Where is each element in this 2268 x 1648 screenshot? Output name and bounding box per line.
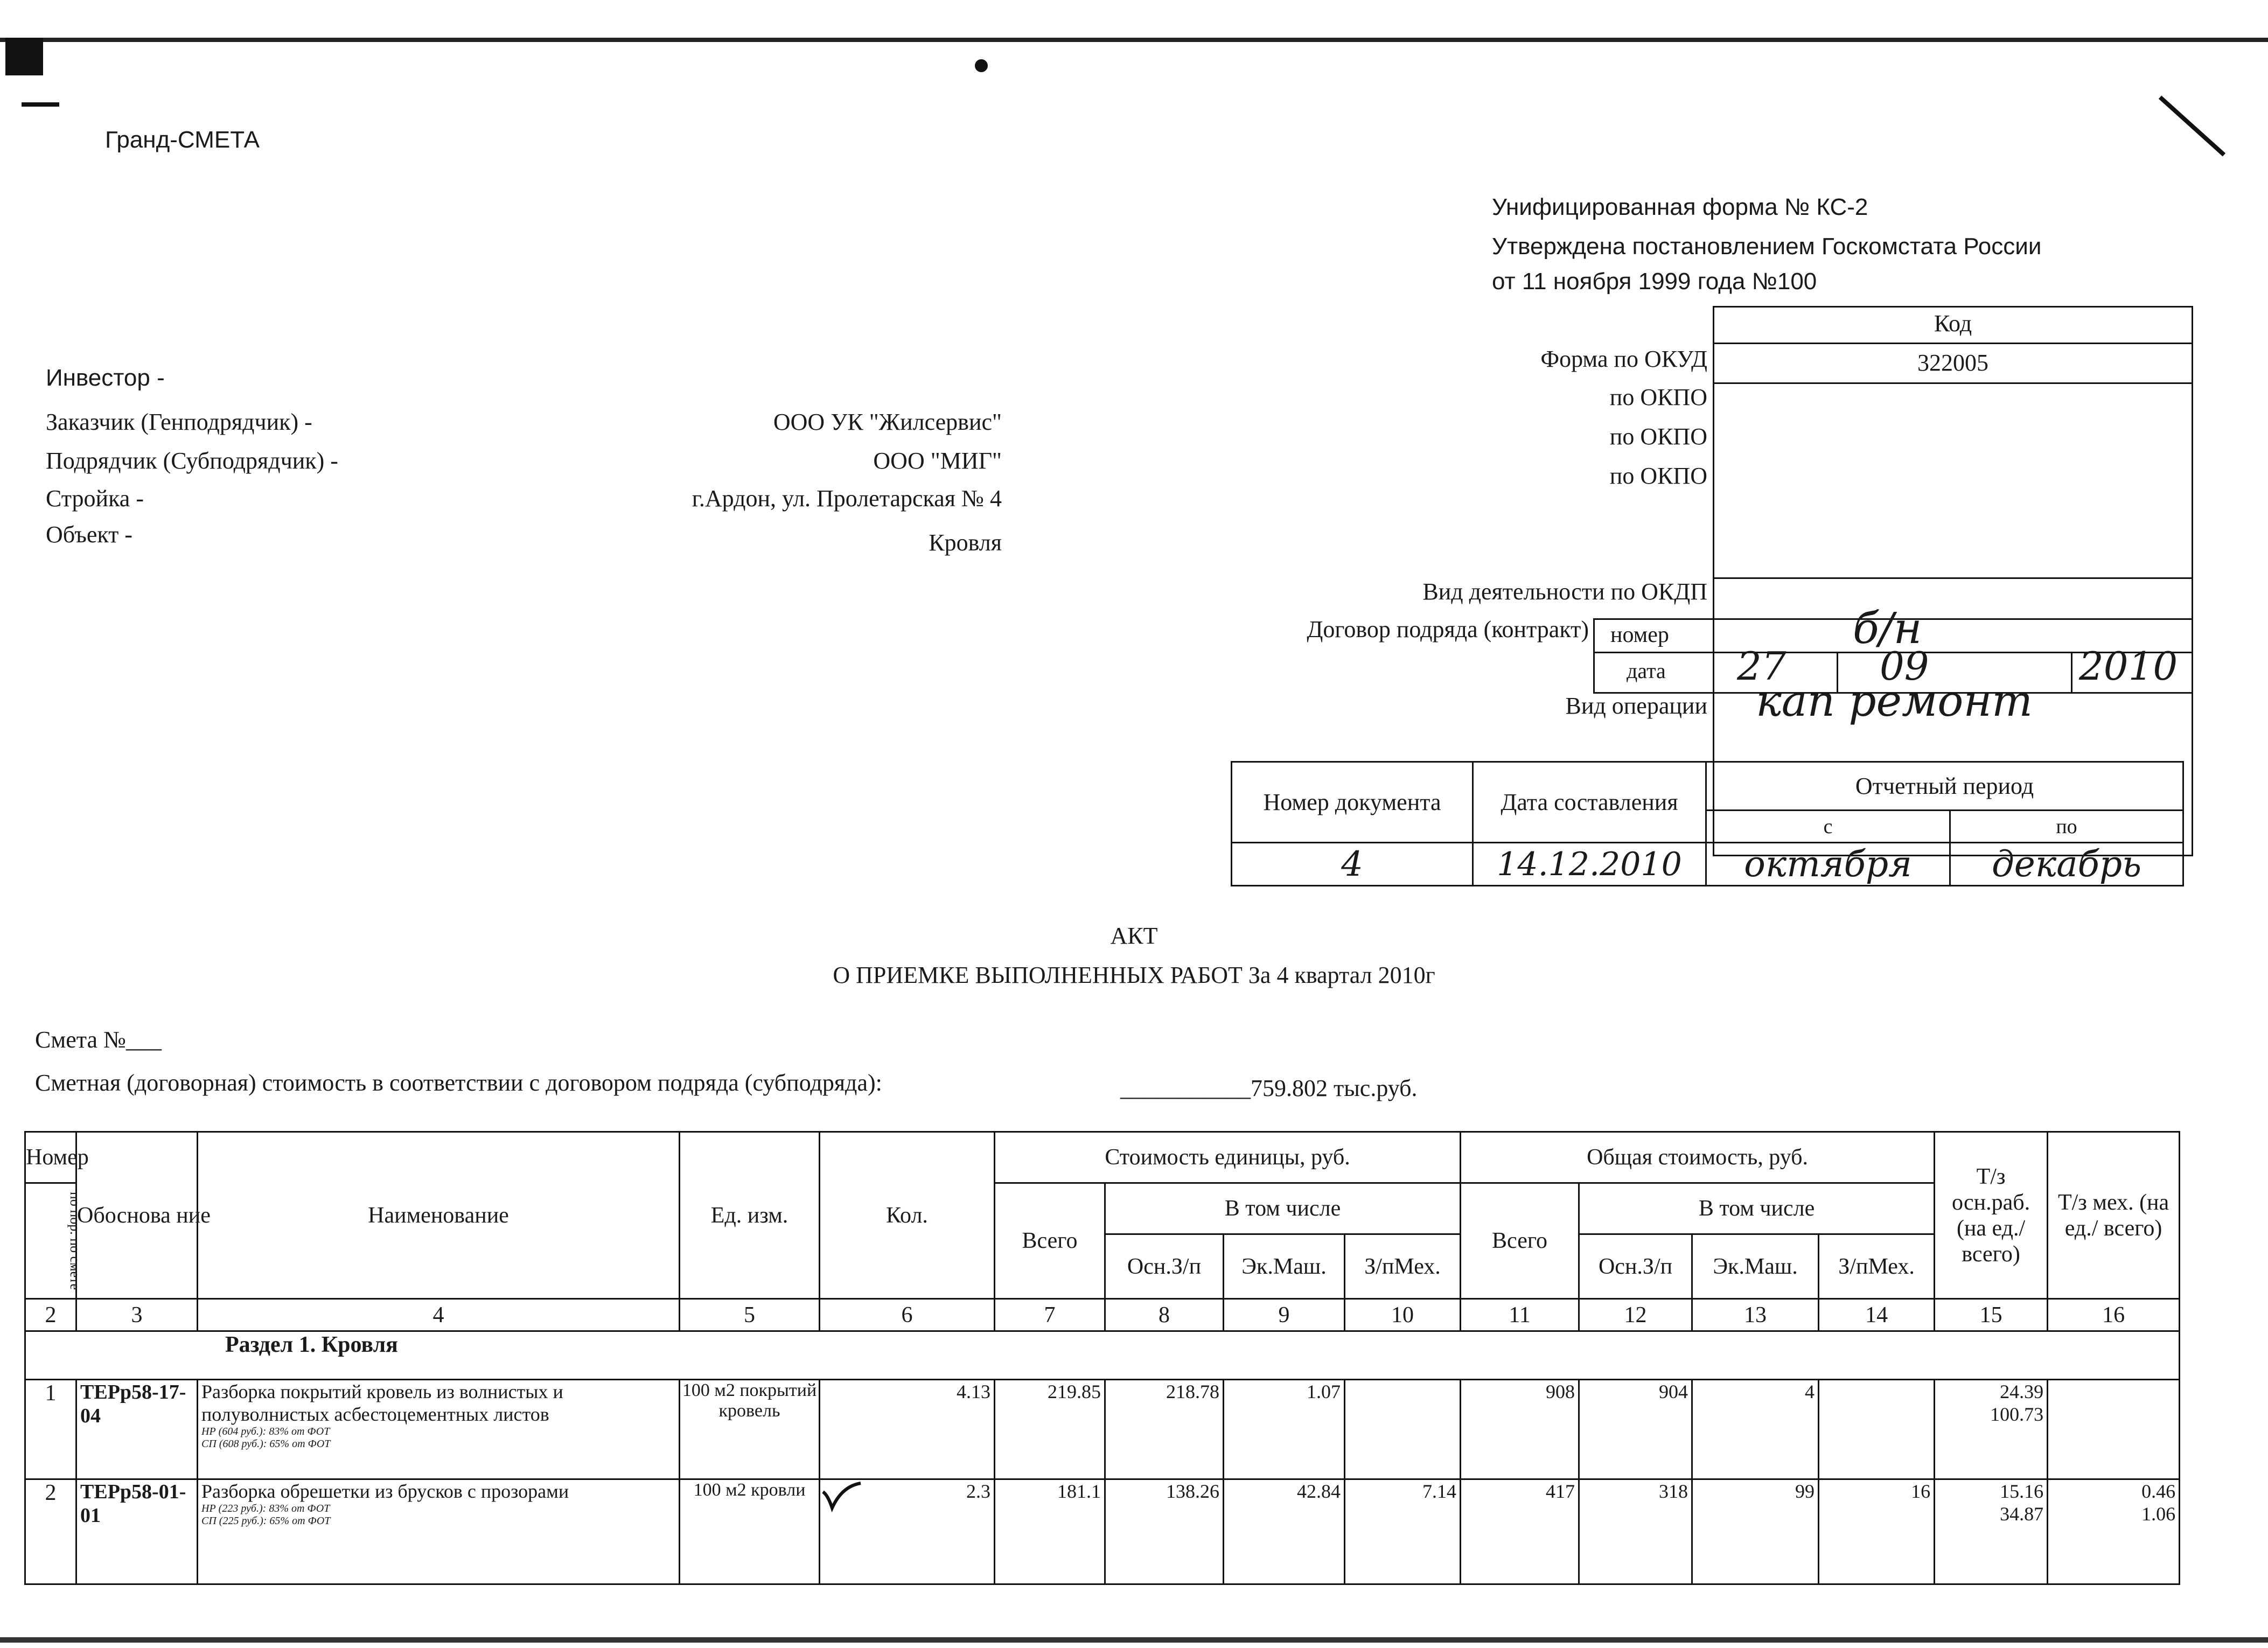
col-number: 13 bbox=[1692, 1299, 1819, 1331]
row-unit-base-wage: 138.26 bbox=[1105, 1479, 1224, 1584]
col-number: 6 bbox=[820, 1299, 995, 1331]
contract-number-label: номер bbox=[1610, 623, 1669, 647]
col-number: 7 bbox=[995, 1299, 1105, 1331]
document-number-table bbox=[1231, 761, 2184, 886]
act-subtitle: О ПРИЕМКЕ ВЫПОЛНЕННЫХ РАБОТ За 4 квартал 2010г bbox=[833, 962, 1435, 988]
operation-label: Вид операции bbox=[1565, 693, 1707, 719]
customer-label: Заказчик (Генподрядчик) - bbox=[46, 409, 312, 435]
header-unit-machines: Эк.Маш. bbox=[1224, 1234, 1345, 1299]
col-number: 10 bbox=[1345, 1299, 1461, 1331]
doc-number-header: Номер документа bbox=[1232, 762, 1473, 843]
header-number-sub bbox=[25, 1183, 83, 1299]
code-line-okdp bbox=[1713, 577, 2193, 579]
row-total-mech-wage: 16 bbox=[1819, 1479, 1935, 1584]
row-total: 417 bbox=[1461, 1479, 1579, 1584]
col-number: 12 bbox=[1579, 1299, 1692, 1331]
row-total-machines: 4 bbox=[1692, 1380, 1819, 1479]
header-labor-mech: Т/з мех. (на ед./ всего) bbox=[2048, 1132, 2180, 1299]
row-name-cell bbox=[198, 1479, 680, 1584]
code-header: Код bbox=[1934, 310, 1972, 337]
row-labor-mech-total: 1.06 bbox=[2141, 1503, 2176, 1525]
header-unit-mech-wage: З/пМех. bbox=[1345, 1234, 1461, 1299]
contract-number-value: б/н bbox=[1853, 603, 1922, 653]
row-name: Разборка обрешетки из брусков с прозорами bbox=[201, 1481, 569, 1502]
date-divider-2 bbox=[2071, 652, 2072, 692]
row-num: 1 bbox=[25, 1380, 76, 1479]
contract-date-day: 27 bbox=[1737, 644, 1787, 689]
okpo-label-3: по ОКПО bbox=[1609, 463, 1707, 489]
scan-edge-bottom bbox=[0, 1637, 2268, 1643]
contractor-label: Подрядчик (Субподрядчик) - bbox=[46, 448, 338, 474]
col-number: 3 bbox=[76, 1299, 198, 1331]
contract-label: Договор подряда (контракт) bbox=[1307, 616, 1589, 643]
contract-date-month: 09 bbox=[1880, 644, 1929, 689]
row-unit-machines: 1.07 bbox=[1224, 1380, 1345, 1479]
header-number-sub-text: по пор. по смете bbox=[67, 1191, 83, 1290]
works-table bbox=[24, 1131, 2180, 1585]
contract-date-year: 2010 bbox=[2079, 644, 2178, 689]
row-labor-mech bbox=[2048, 1479, 2180, 1584]
row-num: 2 bbox=[25, 1479, 76, 1584]
header-unit-cost: Стоимость единицы, руб. bbox=[995, 1132, 1461, 1183]
period-from-header: с bbox=[1706, 811, 1950, 843]
row-unit: 100 м2 кровли bbox=[680, 1479, 820, 1584]
doc-date-value: 14.12.2010 bbox=[1473, 843, 1706, 886]
code-line-1 bbox=[1713, 343, 2193, 344]
row-labor-total: 100.73 bbox=[1990, 1403, 2044, 1425]
row-name: Разборка покрытий кровель из волнистых и полуволнистых асбестоцементных листов bbox=[201, 1381, 563, 1425]
row-note-2: СП (225 руб.): 65% от ФОТ bbox=[201, 1515, 331, 1527]
row-labor-mech bbox=[2048, 1380, 2180, 1479]
estimate-cost-label: Сметная (договорная) стоимость в соответствии с договором подряда (субподряда): bbox=[35, 1070, 882, 1096]
table-row bbox=[25, 1479, 2180, 1584]
row-unit-total: 181.1 bbox=[995, 1479, 1105, 1584]
row-total-base-wage: 318 bbox=[1579, 1479, 1692, 1584]
contract-date-label: дата bbox=[1627, 659, 1666, 683]
row-labor-total: 34.87 bbox=[2000, 1503, 2044, 1525]
col-number: 5 bbox=[680, 1299, 820, 1331]
row-labor-unit: 15.16 bbox=[2000, 1481, 2044, 1502]
scan-edge-top bbox=[0, 38, 2268, 42]
row-unit: 100 м2 покрытий кровель bbox=[680, 1380, 820, 1479]
header-total-base-wage: Осн.З/п bbox=[1579, 1234, 1692, 1299]
row-unit-total: 219.85 bbox=[995, 1380, 1105, 1479]
col-number: 9 bbox=[1224, 1299, 1345, 1331]
header-name: Наименование bbox=[198, 1132, 680, 1299]
scan-dot bbox=[975, 59, 988, 72]
header-unit-total: Всего bbox=[995, 1183, 1105, 1299]
form-header-line2: Утверждена постановлением Госкомстата России bbox=[1492, 233, 2042, 260]
scan-dash bbox=[22, 102, 59, 107]
row-qty: 4.13 bbox=[820, 1380, 995, 1479]
section-title: Раздел 1. Кровля bbox=[25, 1331, 2180, 1380]
estimate-cost-value: ___________759.802 тыс.руб. bbox=[1120, 1075, 1418, 1101]
row-total: 908 bbox=[1461, 1380, 1579, 1479]
table-row bbox=[25, 1380, 2180, 1479]
header-unit-base-wage: Осн.З/п bbox=[1105, 1234, 1224, 1299]
row-labor bbox=[1935, 1380, 2048, 1479]
site-label: Стройка - bbox=[46, 485, 144, 512]
customer-value: ООО УК "Жилсервис" bbox=[773, 409, 1002, 435]
checkmark-icon bbox=[820, 1480, 863, 1517]
scan-slash bbox=[2159, 95, 2225, 156]
row-total-mech-wage bbox=[1819, 1380, 1935, 1479]
form-header-line1: Унифицированная форма № КС-2 bbox=[1492, 194, 1868, 220]
header-total-total: Всего bbox=[1461, 1183, 1579, 1299]
header-total-including: В том числе bbox=[1579, 1183, 1935, 1234]
period-from-value: октября bbox=[1706, 843, 1950, 886]
row-unit-mech-wage bbox=[1345, 1380, 1461, 1479]
period-to-header: по bbox=[1950, 811, 2183, 843]
object-value: Кровля bbox=[929, 529, 1002, 556]
row-unit-mech-wage: 7.14 bbox=[1345, 1479, 1461, 1584]
row-note-2: СП (608 руб.): 65% от ФОТ bbox=[201, 1438, 331, 1450]
col-number: 11 bbox=[1461, 1299, 1579, 1331]
col-number: 4 bbox=[198, 1299, 680, 1331]
scan-blot bbox=[5, 38, 43, 75]
doc-number-value: 4 bbox=[1232, 843, 1473, 886]
col-number: 14 bbox=[1819, 1299, 1935, 1331]
header-unit-including: В том числе bbox=[1105, 1183, 1461, 1234]
row-code: ТЕРр58-01-01 bbox=[76, 1479, 198, 1584]
row-labor-unit: 24.39 bbox=[2000, 1381, 2044, 1402]
row-labor-mech-unit: 0.46 bbox=[2141, 1481, 2176, 1502]
contractor-value: ООО "МИГ" bbox=[873, 448, 1002, 474]
row-note-1: НР (604 руб.): 83% от ФОТ bbox=[201, 1426, 330, 1437]
header-total-machines: Эк.Маш. bbox=[1692, 1234, 1819, 1299]
col-number: 2 bbox=[25, 1299, 76, 1331]
row-note-1: НР (223 руб.): 83% от ФОТ bbox=[201, 1503, 330, 1514]
object-label: Объект - bbox=[46, 521, 133, 548]
okpo-label-2: по ОКПО bbox=[1609, 423, 1707, 450]
row-total-base-wage: 904 bbox=[1579, 1380, 1692, 1479]
header-total-cost: Общая стоимость, руб. bbox=[1461, 1132, 1935, 1183]
header-labor: Т/з осн.раб. (на ед./ всего) bbox=[1935, 1132, 2048, 1299]
header-total-mech-wage: З/пМех. bbox=[1819, 1234, 1935, 1299]
col-number: 16 bbox=[2048, 1299, 2180, 1331]
row-qty-cell bbox=[820, 1479, 995, 1584]
header-unit: Ед. изм. bbox=[680, 1132, 820, 1299]
header-number: Номер bbox=[25, 1132, 76, 1183]
header-qty: Кол. bbox=[820, 1132, 995, 1299]
row-labor bbox=[1935, 1479, 2048, 1584]
form-header-line3: от 11 ноября 1999 года №100 bbox=[1492, 268, 1817, 295]
period-header: Отчетный период bbox=[1706, 762, 2183, 811]
program-name: Гранд-СМЕТА bbox=[105, 127, 260, 153]
investor-label: Инвестор - bbox=[46, 365, 165, 391]
okud-label: Форма по ОКУД bbox=[1540, 346, 1707, 372]
act-title: АКТ bbox=[1110, 923, 1158, 949]
okud-value: 322005 bbox=[1917, 350, 1988, 376]
row-name-cell bbox=[198, 1380, 680, 1479]
row-total-machines: 99 bbox=[1692, 1479, 1819, 1584]
operation-value: кап ремонт bbox=[1756, 676, 2033, 726]
code-line-2 bbox=[1713, 382, 2193, 384]
row-unit-machines: 42.84 bbox=[1224, 1479, 1345, 1584]
okdp-label: Вид деятельности по ОКДП bbox=[1422, 578, 1707, 605]
period-to-value: декабрь bbox=[1950, 843, 2183, 886]
row-unit-base-wage: 218.78 bbox=[1105, 1380, 1224, 1479]
col-number: 8 bbox=[1105, 1299, 1224, 1331]
row-qty: 2.3 bbox=[966, 1481, 990, 1502]
col-number: 15 bbox=[1935, 1299, 2048, 1331]
okpo-label-1: по ОКПО bbox=[1609, 384, 1707, 410]
estimate-number: Смета №___ bbox=[35, 1026, 162, 1053]
contract-subbox-left bbox=[1593, 618, 1595, 692]
doc-date-header: Дата составления bbox=[1473, 762, 1706, 843]
row-code: ТЕРр58-17-04 bbox=[76, 1380, 198, 1479]
site-value: г.Ардон, ул. Пролетарская № 4 bbox=[692, 485, 1002, 512]
header-basis: Обоснова ние bbox=[76, 1132, 198, 1299]
